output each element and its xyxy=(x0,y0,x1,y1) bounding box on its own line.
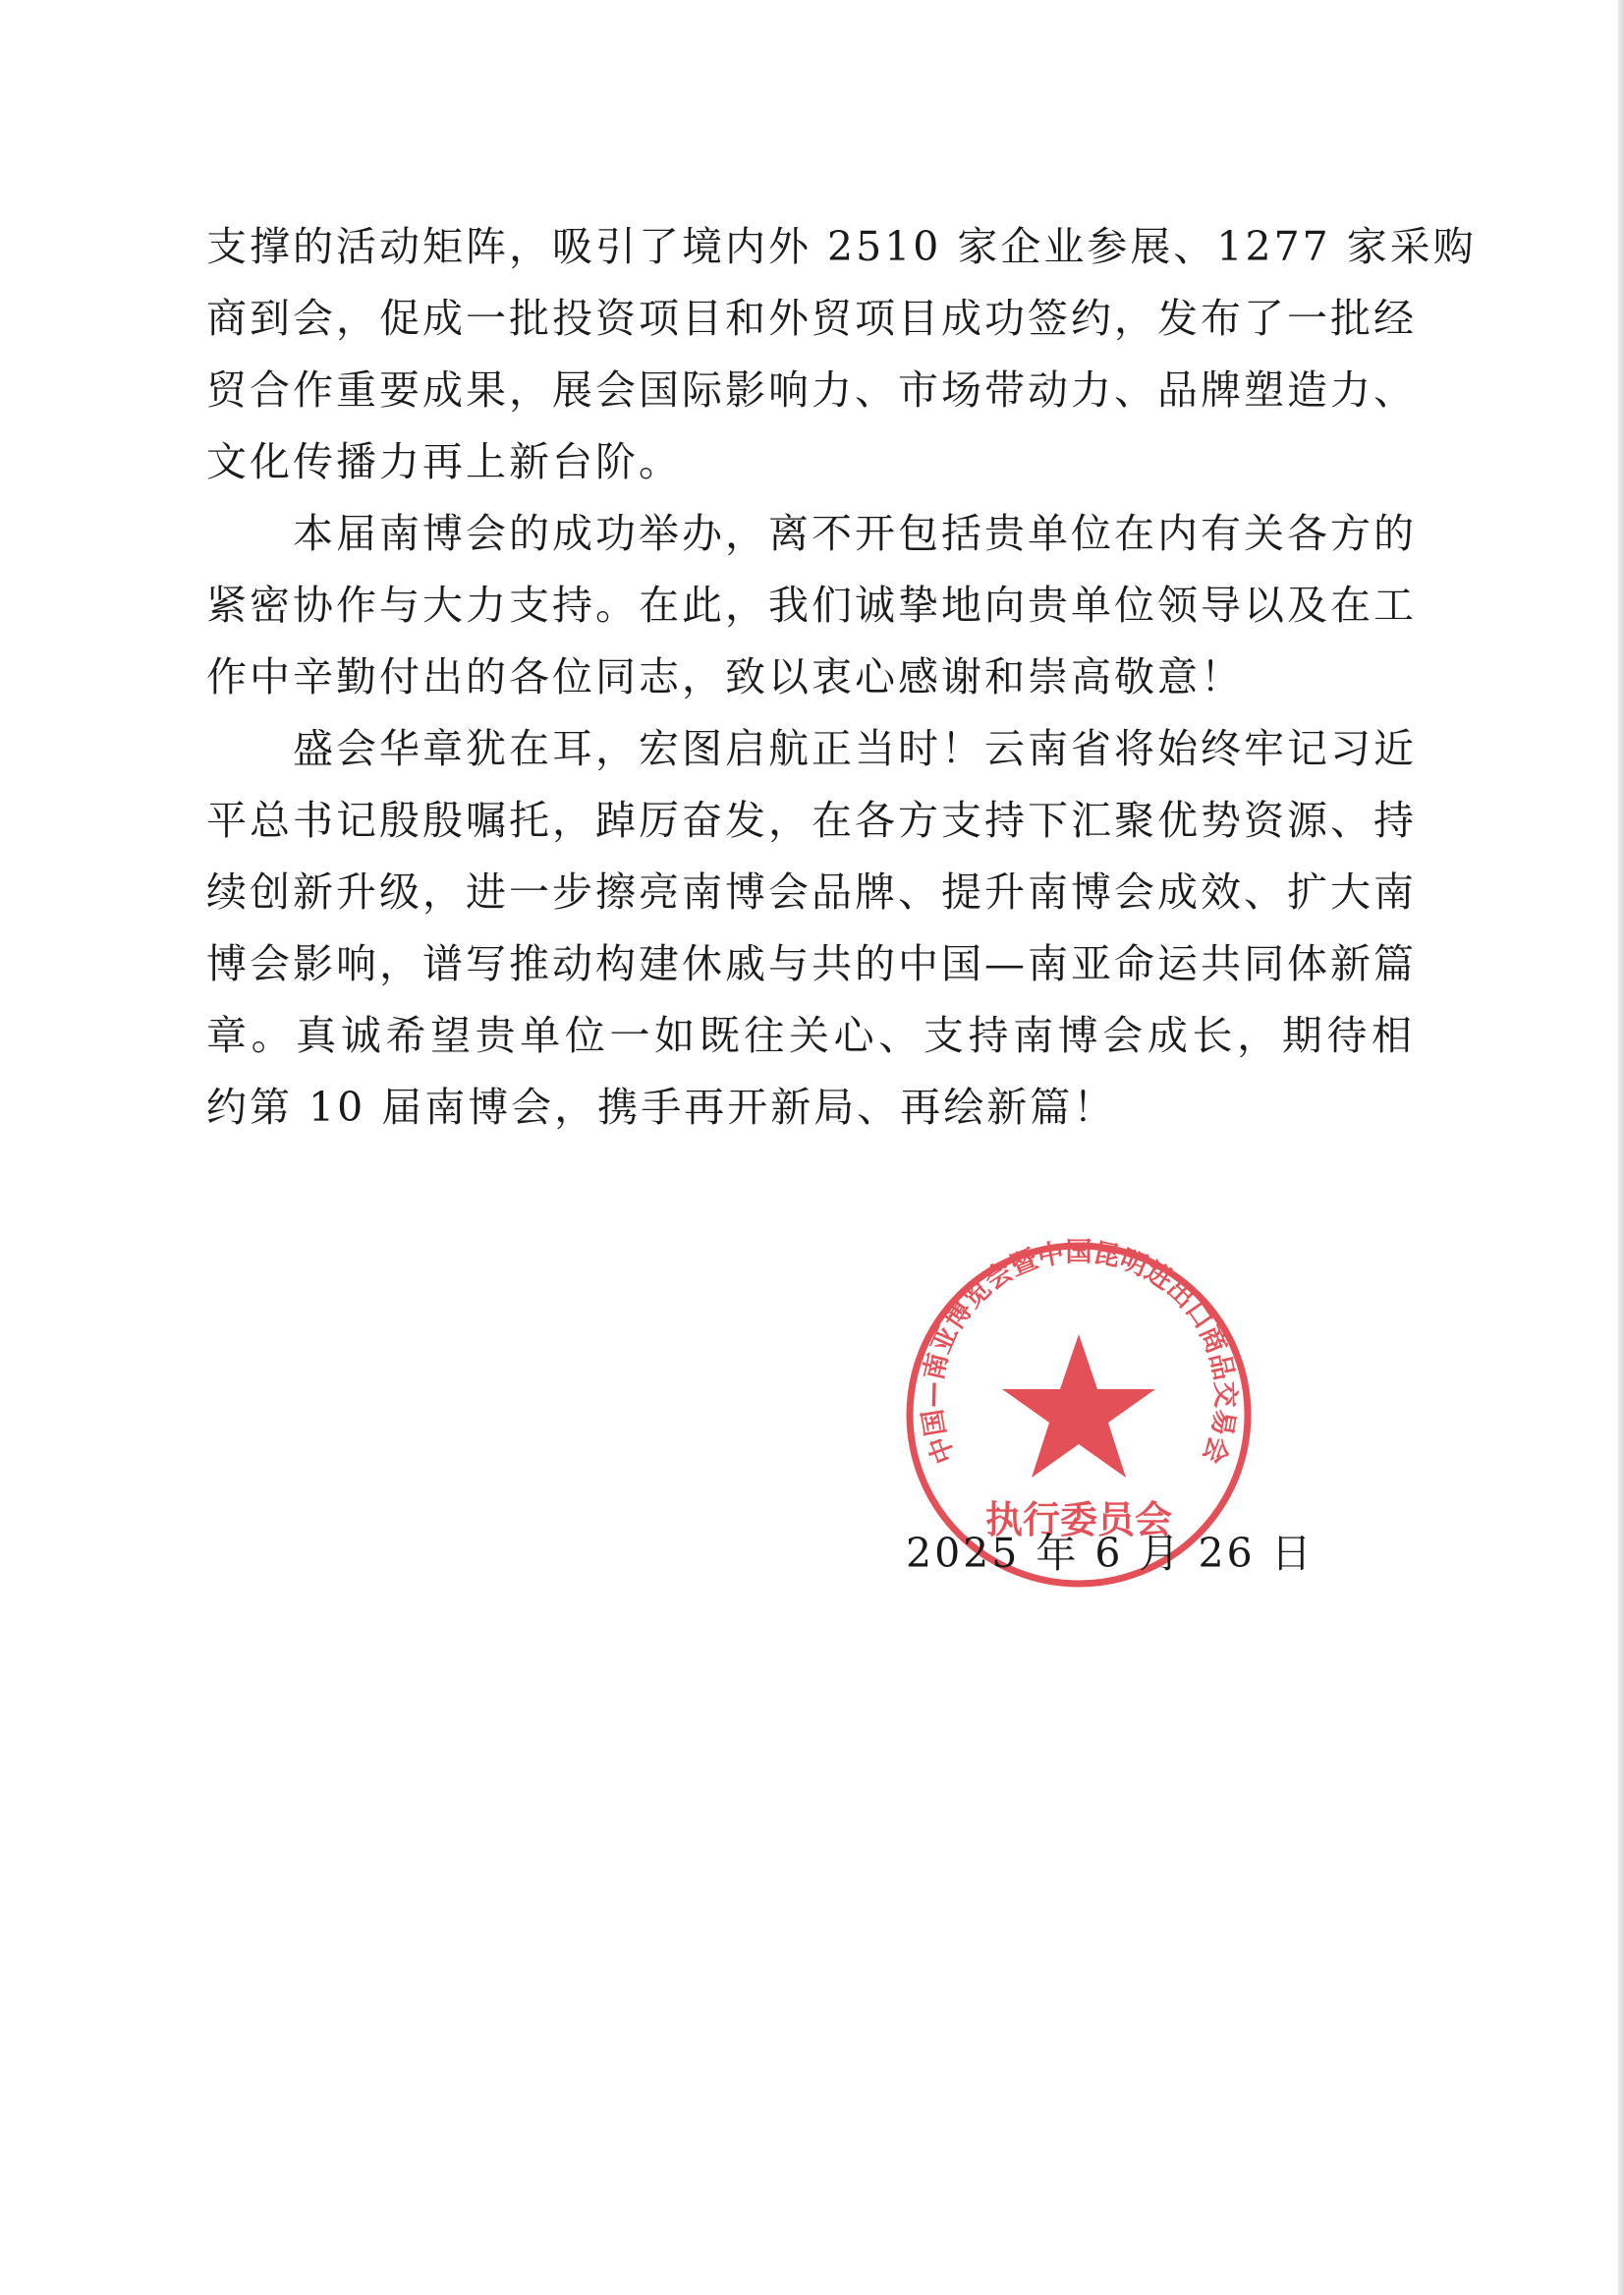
paragraph-3-line-6: 约第 10 届南博会，携手再开新局、再绘新篇！ xyxy=(206,1084,1117,1131)
paragraph-1-line-4: 文化传播力再上新台阶。 xyxy=(206,438,682,485)
paragraph-2-line-3: 作中辛勤付出的各位同志，致以衷心感谢和崇高敬意！ xyxy=(206,653,1244,700)
paragraph-2-line-2: 紧密协作与大力支持。在此，我们诚挚地向贵单位领导以及在工 xyxy=(206,582,1417,629)
paragraph-3-line-5: 章。真诚希望贵单位一如既往关心、支持南博会成长，期待相 xyxy=(206,1012,1415,1059)
paragraph-2-line-1: 本届南博会的成功举办，离不开包括贵单位在内有关各方的 xyxy=(293,510,1417,557)
document-body xyxy=(206,211,1477,1144)
paragraph-3-line-4: 博会影响，谱写推动构建休戚与共的中国—南亚命运共同体新篇 xyxy=(206,940,1417,987)
paragraph-1-line-1: 支撑的活动矩阵，吸引了境内外 2510 家企业参展、1277 家采购 xyxy=(206,223,1477,270)
seal-bottom-text: 执行委员会 xyxy=(984,1498,1173,1541)
paragraph-1-line-3: 贸合作重要成果，展会国际影响力、市场带动力、品牌塑造力、 xyxy=(206,366,1417,414)
paragraph-3-line-1: 盛会华章犹在耳，宏图启航正当时！云南省将始终牢记习近 xyxy=(293,725,1417,772)
document-date: 2025 年 6 月 26 日 xyxy=(906,1530,1315,1577)
seal-star-icon xyxy=(1002,1334,1155,1478)
scan-edge xyxy=(1618,0,1624,2295)
paragraph-3-line-2: 平总书记殷殷嘱托，踔厉奋发，在各方支持下汇聚优势资源、持 xyxy=(206,797,1417,844)
paragraph-3-line-3: 续创新升级，进一步擦亮南博会品牌、提升南博会成效、扩大南 xyxy=(206,868,1417,916)
paragraph-1-line-2: 商到会，促成一批投资项目和外贸项目成功签约，发布了一批经 xyxy=(206,295,1417,342)
seal-ring-text: 中国—南亚博览会暨中国昆明进出口商品交易会 xyxy=(917,1238,1241,1468)
